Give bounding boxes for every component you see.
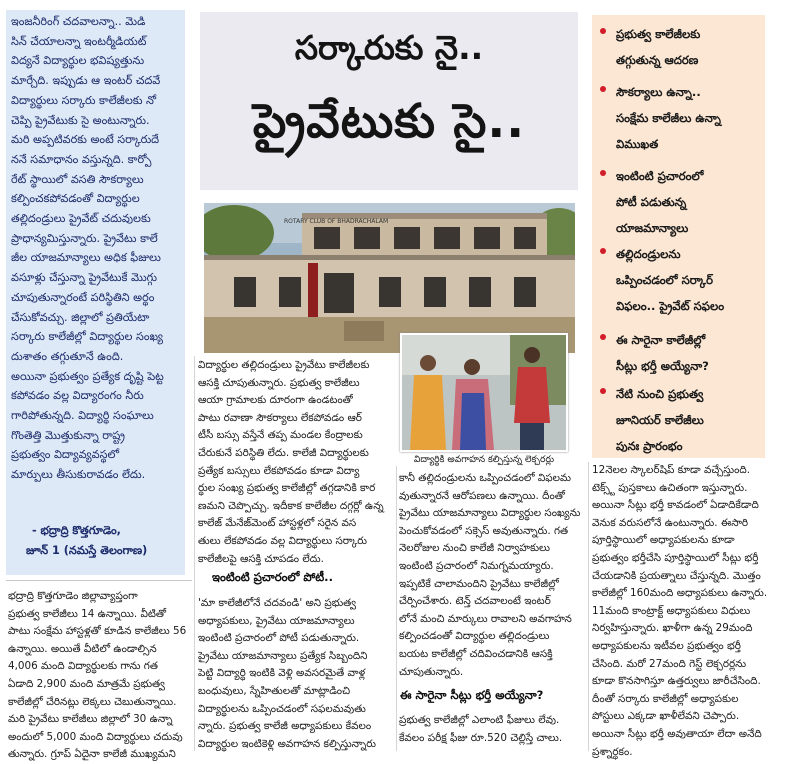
intro-line: ననే సమాధానం వస్తున్నది. కార్పో [11,152,152,166]
text-line: ప్రత్యేక బస్సులు లేకపోవడం కూడా విద్యా [198,464,360,477]
highlight-line: ఒప్పించడంలో సర్కార్ [616,273,713,287]
highlight-line: నేటి నుంచి ప్రభుత్వ [616,387,704,401]
text-line: 11మంది కాంట్రాక్ట్ అధ్యాపకులు విధులు [592,604,751,617]
text-line: 4,006 మంది విద్యార్థులకు గాను గత [8,660,158,673]
text-line: భద్రాద్రి కొత్తగూడెం జిల్లావ్యాప్తంగా [8,590,138,602]
rotary-sign: ROTARY CLUB OF BHADRACHALAM [284,218,389,225]
highlight-line: ఇంటింటి ప్రచారంలో [616,169,704,183]
text-line: 12నెలల స్కాలర్‌షిప్ కూడా వచ్చేస్తుంది. [592,464,751,476]
highlights-box [592,15,765,458]
intro-line: అయినా ప్రభుత్వం ప్రత్యేక దృష్టి పెట్ట [11,369,164,383]
text-line: లోనే మంచి మార్కులు రావాలని అవగాహన [399,612,572,625]
intro-line: మార్చేది. ఇప్పుడు ఆ ఇంటర్ చదవే [11,74,161,88]
highlight-item [600,21,762,73]
highlight-line: తగ్గుతున్న ఆదరణ [616,53,699,67]
college-building-image [204,203,575,353]
text-line: ప్రైవేటు యాజమాన్యాలు విద్యార్థుల సంఖ్యను [399,507,581,520]
text-line: విద్యార్థుల ఇంటికెళ్లి అవగాహన కల్పిస్తున్నారు [198,737,377,750]
intro-line: తల్లిదండ్రులు ప్రైవేట్ చదువులకు [11,212,151,226]
text-line: బంధువులు, స్నేహితులతో మాట్లాడించి [198,684,351,697]
text-line: దీంతో సర్కారు కాలేజీల్లో అధ్యాపకుల [592,692,739,705]
highlight-line: యాజమాన్యాలు [616,221,689,235]
column-2-bottom [198,595,394,753]
bullet-icon [600,86,606,92]
text-line: అధ్యాపకులను ఇటీవల ప్రభుత్వం భర్తీ [592,639,741,652]
bullet-icon [600,388,606,394]
text-line: ణమని చెప్పొచ్చు. ఇదీకాక కాలేజీల దగ్గర్లో ఉన్న [198,499,384,512]
text-line: చేరుకునే పరిస్థితి లేదు. కాలేజీ విద్యార్థులకు [198,446,369,459]
column-2-top [198,357,394,568]
text-line: చేర్పించేశారు. టెన్త్ చదవాలంటే ఇంటర్ [399,595,551,608]
intro-line: ప్రాధాన్యమిస్తున్నారు. ప్రైవేటు కాలే [11,231,158,245]
text-line: కాలేజ్ మేనేజ్‌మెంట్ హాస్టళ్లలో సరైన వస [198,517,357,530]
text-line: ప్రశ్నార్థకం. [592,745,633,758]
highlight-line: తల్లిదండ్రులను [616,247,681,261]
text-line: పెట్టి విద్యార్థి ఇంటికి వెళ్లి అవసరమైతే వాళ్ల [198,667,366,680]
text-line: కూడా కొనసాగిస్తూ ఉత్తర్వులు జారీచేసింది. [592,675,761,688]
text-line: ఉన్నాయి. అయితే వీటిలో ఉండాల్సిన [8,642,157,655]
dateline: - భద్రాద్రి కొత్తగూడెం, [32,524,121,537]
text-line: తులు లేకపోవడం వల్ల విద్యార్థులు సర్కారు [198,534,367,547]
lecturers-photo [400,333,568,452]
highlight-line: ఈ సారైనా కాలేజీల్లో [616,333,706,347]
intro-line: గొంతెత్తి మొత్తుకున్నా రాష్ట్ర [11,428,125,442]
text-line: పాటు సంక్షేమ హాస్టళ్లతో కూడిన కాలేజీలు 56 [8,625,187,638]
highlight-line: ప్రభుత్వ కాలేజీలకు [616,27,701,41]
text-line: అందులో 5,000 మంది విద్యార్థులు చదువు [8,730,183,743]
intro-line: సర్కారు కాలేజీల్లో విద్యార్థుల సంఖ్య [11,330,164,344]
text-line: బయట కాలేజీల్లో చదివించడానికి ఆసక్తి [399,647,553,660]
intro-line: సిన్ చేయాలన్నా ఇంటర్మీడియట్ [11,34,147,48]
text-line: చేసింది. మరో 27మంది గెస్ట్ లెక్చరర్లను [592,657,747,670]
intro-line: చెప్పి ప్రైవేటుకు సై అంటున్నారు. [11,113,150,127]
intro-text [11,12,183,485]
text-line: పాటు రవాణా సౌకర్యాలు లేకపోవడం ఆర్ [198,411,362,424]
bullet-icon [600,170,606,176]
text-line: పెంచుకోవడంలో సక్సెస్ అవుతున్నారు. గత [399,524,569,537]
text-line: ప్రభుత్వ కాలేజీల్లో ఎలాంటి ఫీజులు లేవు. [399,714,560,726]
dateline-date: జూన్ 1 (నమస్తే తెలంగాణ) [26,544,148,557]
highlight-item [600,241,762,319]
highlight-item [600,327,762,379]
intro-line: ఇంజనీరింగ్ చదవాలన్నా.. మెడి [11,15,146,28]
intro-line: రేట్ స్థాయిలో వసతి సౌకర్యాలు [11,172,144,186]
subhead-campaign: ఇంటింటి ప్రచారంలో పోటీ.. [212,570,333,584]
text-line: మరి ప్రైవేటు కాలేజీలు జిల్లాలో 30 ఉన్నా [8,713,173,726]
intro-line: చూపుతున్నారంటే పరిస్థితిని అర్థం [11,290,155,304]
text-line: ఏడాది 2,900 మంది మాత్రమే ప్రభుత్వ [8,677,165,690]
bullet-icon [600,248,606,254]
text-line: అధ్యాపకులు, ప్రైవేటు యాజమాన్యాలు [198,614,355,627]
column-divider [396,466,397,751]
text-line: నిర్వహిస్తున్నారు. ఖాళీగా ఉన్న 29మంది [592,622,753,635]
text-line: టెక్స్ట్ పుస్తకాలు ఉచితంగా ఇస్తున్నారు. [592,481,748,494]
intro-line: కల్పించకపోవడంతో విద్యార్థుల [11,192,140,206]
lecturers-image [400,333,568,452]
intro-line: మార్పులు తీసుకురావడం లేదు. [11,468,146,482]
text-line: కేవలం పరీక్ష ఫీజు రూ.520 చెల్లిస్తే చాలు. [399,731,563,744]
intro-line: జీల యాజమాన్యాలు అధిక ఫీజులు [11,251,161,265]
text-line: చూపుతున్నారు. [399,665,464,678]
highlight-line: సౌకర్యాలు ఉన్నా.. [616,85,701,99]
column-1 [8,588,190,764]
text-line: టీసీ బస్సు వస్తేనే తప్ప మండల కేంద్రాలకు [198,429,363,442]
highlight-item [600,163,762,241]
text-line: ఇంటింటి ప్రచారంలో పోటీ పడుతున్నారు. [198,632,360,645]
headline-box [200,12,578,190]
text-line: పోస్టులు ఎక్కడా ఖాళీలేవని చెప్పారు. [592,710,740,723]
intro-line: కపోవడం వల్ల విద్యారంగం నీరు [11,389,144,403]
highlight-line: పునః ప్రారంభం [616,439,683,453]
intro-line: చేసుకోవచ్చు. జిల్లాలో ప్రతియేటా [11,310,150,324]
highlight-line: సంక్షేమ కాలేజీలు ఉన్నా [616,111,721,125]
text-line: ర్థుల సంఖ్య ప్రభుత్వ కాలేజీల్లో తగ్గడానికి కార [198,482,376,495]
text-line: ఇప్పటికే చాలామందిని ప్రైవేటు కాలేజీల్లో [399,577,559,590]
intro-line: విద్యార్థులు సర్కారు కాలేజీలకు నో [11,93,157,107]
text-line: ప్రైవేటు యాజమాన్యాలు ప్రత్యేక సిబ్బందిని [198,649,368,662]
text-line: 'మా కాలేజీలోనే చదవండి' అని ప్రభుత్వ [198,597,356,609]
text-line: వెనుక వరుసలోనే ఉంటున్నారు. ఈసారి [592,516,749,529]
text-line: విద్యార్థుల తల్లిదండ్రులు ప్రైవేటు కాలేజీలకు [198,359,370,371]
college-building-photo [204,203,575,353]
column-4 [592,462,770,761]
intro-box [6,10,185,575]
intro-line: వసూళ్లు చేస్తున్నా ప్రైవేటుకే మొగ్గు [11,271,158,285]
text-line: న్నారు. ప్రభుత్వ కాలేజీ అధ్యాపకులు కేవలం [198,720,372,733]
text-line: చేయడానికి ప్రయత్నాలు చేస్తున్నది. మొత్తం [592,569,761,582]
text-line: ప్రభుత్వం భర్తీచేసి పూర్తిస్థాయిలో సీట్లు భర్తీ [592,551,759,564]
text-line: కాలేజీల్లో చేరినట్లు లెక్కలు చెబుతున్నాయి. [8,695,177,708]
intro-line: గారిపోతున్నది. విద్యార్థి సంఘాలు [11,409,154,423]
headline-line1: సర్కారుకు నై.. [294,28,484,67]
column-divider [194,356,195,751]
text-line: ఆసక్తి చూపుతున్నారు. ప్రభుత్వ కాలేజీలు [198,376,360,389]
text-line: కాలేజీలపై ఆసక్తి చూపడం లేదు. [198,552,324,565]
headline-line2: ప్రైవేటుకు సై.. [252,94,526,149]
highlight-line: విముఖత [616,137,659,151]
highlight-item [600,79,762,157]
text-line: నెలరోజుల నుంచి కాలేజీ నిర్వాహకులు [399,542,551,555]
text-line: అయినా సీట్లు భర్తీ అవుతాయా లేదా అనేది [592,727,762,740]
text-line: తున్నారు. గ్రూప్ ఏదైనా కాలేజీ ముఖ్యమని [8,748,176,761]
text-line: అయినా సీట్లు భర్తీ కావడంలో ఏడాదికేడాది [592,499,759,512]
bullet-icon [600,28,606,34]
column-3-bottom [399,712,591,747]
highlight-line: విఫలం.. ప్రైవేట్ సఫలం [616,299,725,313]
intro-line: ప్రభుత్వం విద్యావ్యవస్థలో [11,448,119,462]
intro-line: దుశాతం తగ్గుతూనే ఉంది. [11,349,124,363]
text-line: విద్యార్థులను ఒప్పించడంలో సఫలమవుతు [198,702,366,715]
text-line: పూర్తిస్థాయిలో అధ్యాపకులను కూడా [592,534,735,547]
bullet-icon [600,334,606,340]
text-line: వుతున్నారనే ఆరోపణలు ఉన్నాయి. దీంతో [399,489,565,502]
divider [6,580,192,581]
column-divider [588,462,589,751]
highlight-line: సీట్లు భర్తీ అయ్యేనా? [616,359,709,373]
intro-line: మరి అప్పటివరకు అంటే సర్కారుదే [11,133,160,147]
intro-line: విద్యనే విద్యార్థుల భవిష్యత్తును [11,54,145,68]
text-line: కాలేజీల్లో 160మంది అధ్యాపకులు ఉన్నారు. [592,587,768,600]
highlight-item [600,381,762,459]
photo-caption: విద్యార్థికి అవగాహన కల్పిస్తున్న లెక్చరర్లు [413,454,555,465]
text-line: కల్పించడంతో విద్యార్థుల తల్లిదండ్రులు [399,630,550,643]
highlight-line: జూనియర్ కాలేజీలు [616,413,704,427]
subhead-seats: ఈ సారైనా సీట్లు భర్తీ అయ్యేనా? [400,688,544,702]
text-line: ప్రభుత్వ కాలేజీలు 14 ఉన్నాయి. వీటితో [8,607,167,620]
text-line: ఇంటింటి ప్రచారంలో నిమగ్నమయ్యారు. [399,559,554,572]
text-line: కానీ తల్లిదండ్రులను ఒప్పించడంలో విఫలమ [399,472,572,484]
text-line: ఆయా గ్రామాలకు దూరంగా ఉండటంతో [198,394,353,407]
column-3-top [399,470,591,681]
highlight-line: పోటీ పడుతున్న [616,195,687,209]
